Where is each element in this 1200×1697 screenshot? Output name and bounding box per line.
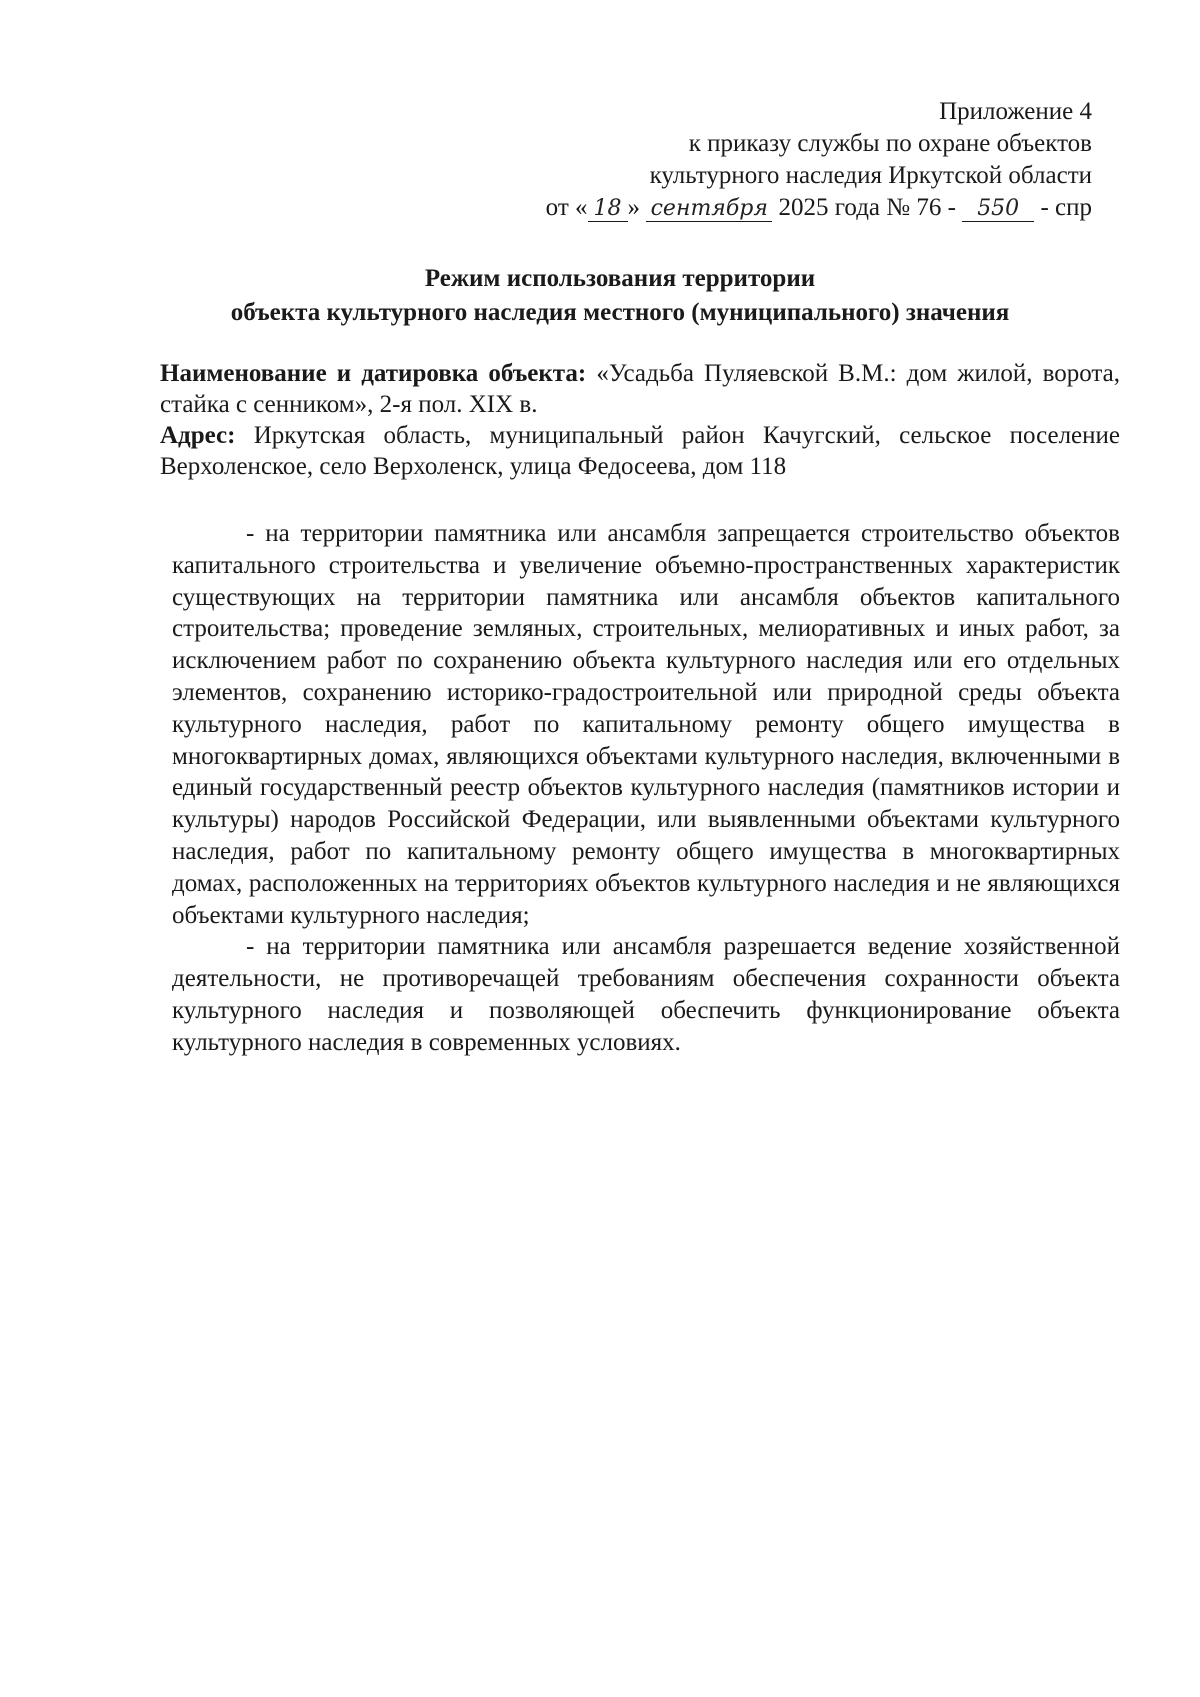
handwritten-day: 18 <box>588 197 628 222</box>
handwritten-month: сентября <box>646 197 772 222</box>
regime-paragraph-permissions: - на территории памятника или ансамбля разрешается ведение хозяйственной деятельности, не противоречащей требованиям обеспечения сохранности объекта культурного наследия и позволяющей обеспечить функционирование объекта культурного наследия в современных условиях. <box>172 933 1120 1056</box>
date-year-text: 2025 года № 76 - <box>778 194 956 221</box>
object-address-value: Иркутская область, муниципальный район Качугский, сельское поселение Верхоленское, село Верхоленск, улица Федосеева, дом 118 <box>160 422 1121 480</box>
title-line-2: объекта культурного наследия местного (муниципального) значения <box>230 299 1010 326</box>
regime-paragraph-prohibitions: - на территории памятника или ансамбля запрещается строительство объектов капитального строительства и увеличение объемно-пространственных характеристик существующих на территории памятника или ансамбля объектов капитального строительства; проведение земляных, строительных, мелиоративных и иных работ, за исключением работ по сохранению объекта культурного наследия или его отдельных элементов, сохранению историко-градостроительной или природной среды объекта культурного наследия, работ по капитальному ремонту общего имущества в многоквартирных домах, являющихся объектами культурного наследия, включенными в единый государственный реестр объектов культурного наследия (памятников истории и культуры) народов Российской Федерации, или выявленными объектами культурного наследия, работ по капитальному ремонту общего имущества в многоквартирных домах, расположенных на территориях объектов культурного наследия и не являющихся объектами культурного наследия; <box>172 520 1120 929</box>
object-name-block <box>160 358 1120 420</box>
title-line-1: Режим использования территории <box>424 265 816 292</box>
date-day-close: » <box>627 194 641 221</box>
object-info <box>160 358 1120 482</box>
object-name-value: «Усадьба Пуляевской В.М.: дом жилой, ворота, стайка с сенником», 2-я пол. XIX в. <box>160 360 1120 418</box>
order-suffix: - спр <box>1040 194 1092 221</box>
handwritten-order-number: 550 <box>962 197 1034 222</box>
appendix-header <box>546 96 1092 224</box>
object-address-block <box>160 420 1120 482</box>
document-title <box>140 262 1100 330</box>
appendix-title: Приложение 4 <box>939 98 1092 125</box>
object-address-label: Адрес: <box>160 422 236 449</box>
object-name-label: Наименование и датировка объекта: <box>160 360 587 387</box>
regime-text <box>172 518 1120 1059</box>
appendix-order-reference: к приказу службы по охране объектов <box>688 130 1092 157</box>
date-prefix: от « <box>545 194 588 221</box>
appendix-date-line <box>546 192 1092 224</box>
appendix-authority: культурного наследия Иркутской области <box>649 162 1092 189</box>
